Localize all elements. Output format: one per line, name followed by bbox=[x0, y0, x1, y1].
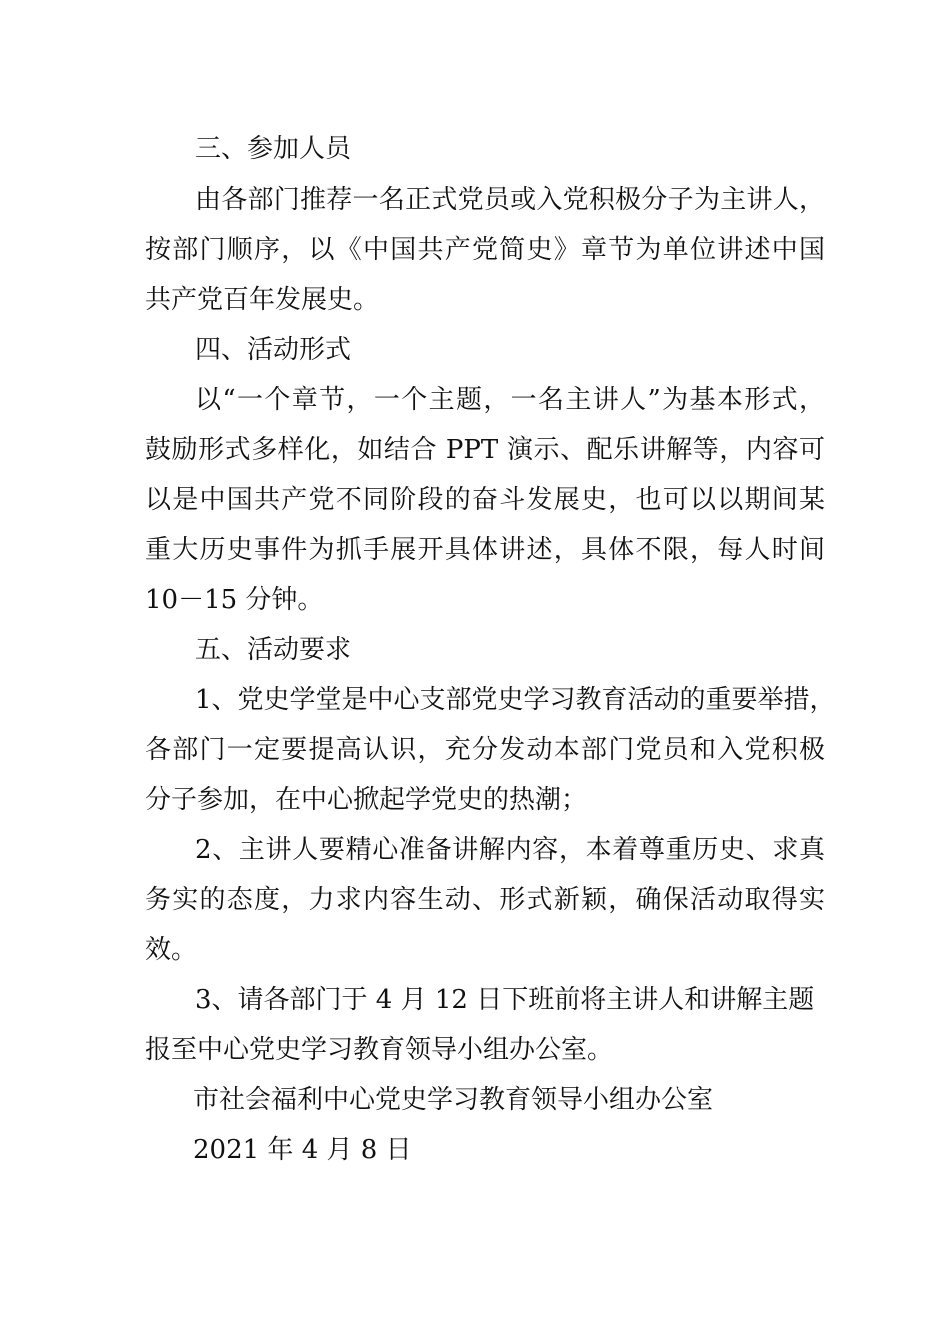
section-3-body-line-1: 由各部门推荐一名正式党员或入党积极分子为主讲人， bbox=[195, 185, 825, 215]
section-3-body-line-3: 共产党百年发展史。 bbox=[145, 285, 380, 315]
section-4-heading: 四、活动形式 bbox=[195, 335, 352, 365]
signature-organization: 市社会福利中心党史学习教育领导小组办公室 bbox=[193, 1085, 714, 1115]
section-5-item-2-line-3: 效。 bbox=[145, 935, 198, 965]
section-5-item-1-line-1: 1、党史学堂是中心支部党史学习教育活动的重要举措， bbox=[195, 685, 836, 715]
section-4-body-line-3: 以是中国共产党不同阶段的奋斗发展史，也可以以期间某 bbox=[145, 485, 825, 515]
section-4-body-line-2: 鼓励形式多样化，如结合 PPT 演示、配乐讲解等，内容可 bbox=[145, 435, 825, 465]
signature-date: 2021 年 4 月 8 日 bbox=[193, 1135, 412, 1165]
section-5-item-2-line-2: 务实的态度，力求内容生动、形式新颖，确保活动取得实 bbox=[145, 885, 825, 915]
section-5-item-2-line-1: 2、主讲人要精心准备讲解内容，本着尊重历史、求真 bbox=[195, 835, 825, 865]
section-3-heading: 三、参加人员 bbox=[195, 134, 352, 164]
section-5-item-3-line-2: 报至中心党史学习教育领导小组办公室。 bbox=[145, 1035, 614, 1065]
section-4-body-line-4: 重大历史事件为抓手展开具体讲述，具体不限，每人时间 bbox=[145, 535, 825, 565]
section-3-body-line-2: 按部门顺序，以《中国共产党简史》章节为单位讲述中国 bbox=[145, 235, 825, 265]
section-4-body-line-1: 以“一个章节，一个主题，一名主讲人”为基本形式， bbox=[195, 385, 825, 415]
section-5-item-1-line-3: 分子参加，在中心掀起学党史的热潮； bbox=[145, 785, 588, 815]
section-5-heading: 五、活动要求 bbox=[195, 635, 352, 665]
section-5-item-1-line-2: 各部门一定要提高认识，充分发动本部门党员和入党积极 bbox=[145, 735, 825, 765]
section-5-item-3-line-1: 3、请各部门于 4 月 12 日下班前将主讲人和讲解主题 bbox=[195, 985, 815, 1015]
section-4-body-line-5: 10－15 分钟。 bbox=[145, 585, 324, 615]
